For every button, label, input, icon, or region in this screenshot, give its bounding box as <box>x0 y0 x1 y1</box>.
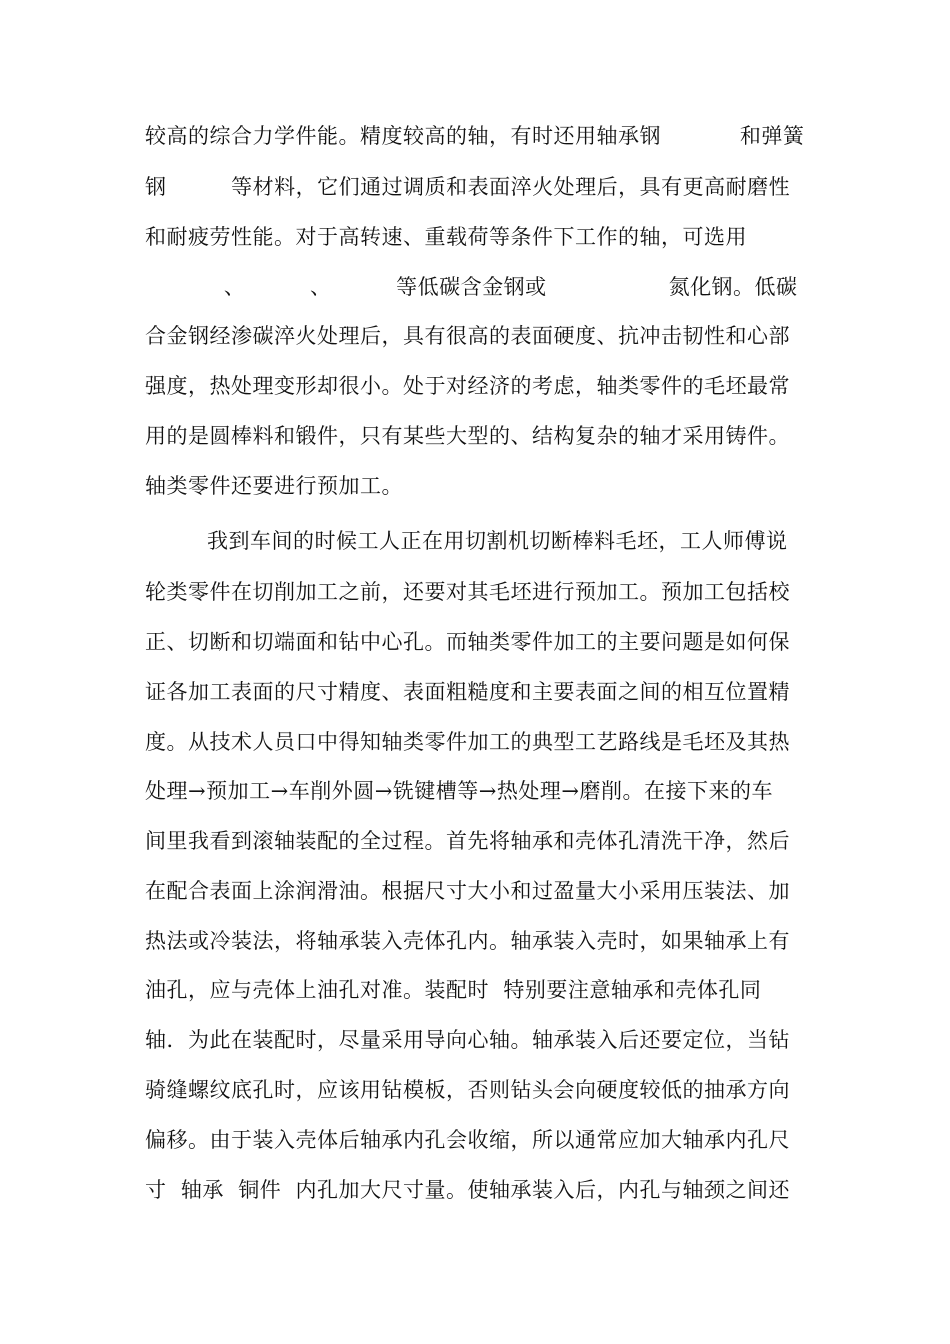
text-line: 轴类零件还要进行预加工。 <box>145 474 403 498</box>
text-line: 正、切断和切端面和钻中心孔。而轴类零件加工的主要问题是如何保 <box>145 630 790 654</box>
text-line: 热法或冷装法，将轴承装入壳体孔内。轴承装入壳时，如果轴承上有 <box>145 929 790 953</box>
text-line: 轴．为此在装配时，尽量采用导向心轴。轴承装入后还要定位，当钻 <box>145 1028 790 1052</box>
text-line: 和耐疲劳性能。对于高转速、重载荷等条件下工作的轴，可选用 <box>145 225 747 249</box>
text-line: 强度，热处理变形却很小。处于对经济的考虑，轴类零件的毛坯最常 <box>145 374 790 398</box>
text-line: 骑缝螺纹底孔时，应该用钻模板，否则钻头会向硬度较低的抽承方向 <box>145 1078 790 1102</box>
text-line: 用的是圆棒料和锻件，只有某些大型的、结构复杂的轴才采用铸件。 <box>145 424 790 448</box>
text-line: 较高的综合力学件能。精度较高的轴，有时还用轴承钢 和弹簧 <box>145 124 805 148</box>
text-line: 我到车间的时候工人正在用切割机切断棒料毛坯，工人师傅说 <box>207 529 788 553</box>
text-line: 证各加工表面的尺寸精度、表面粗糙度和主要表面之间的相互位置精 <box>145 680 790 704</box>
text-line: 寸 轴承 铜件 内孔加大尺寸量。使轴承装入后，内孔与轴颈之间还 <box>145 1178 791 1202</box>
text-line: 钢 等材料，它们通过调质和表面淬火处理后，具有更高耐磨性 <box>145 175 791 199</box>
text-line: 油孔，应与壳体上油孔对准。装配时 特别要注意轴承和壳体孔同 <box>145 978 762 1002</box>
text-line: 轮类零件在切削加工之前，还要对其毛坯进行预加工。预加工包括校 <box>145 580 790 604</box>
text-line: 处理→预加工→车削外圆→铣键槽等→热处理→磨削。在接下来的车 <box>145 779 773 803</box>
text-line: 在配合表面上涂润滑油。根据尺寸大小和过盈量大小采用压装法、加 <box>145 879 790 903</box>
text-line: 度。从技术人员口中得知轴类零件加工的典型工艺路线是毛坯及其热 <box>145 730 790 754</box>
text-line: 间里我看到滚轴装配的全过程。首先将轴承和壳体孔清洗干净，然后 <box>145 829 790 853</box>
text-line: 合金钢经渗碳淬火处理后，具有很高的表面硬度、抗冲击韧性和心部 <box>145 324 790 348</box>
text-line: 偏移。由于装入壳体后轴承内孔会收缩，所以通常应加大轴承内孔尺 <box>145 1128 790 1152</box>
text-line: 、 、 等低碳含金钢或 氮化钢。低碳 <box>145 275 798 299</box>
